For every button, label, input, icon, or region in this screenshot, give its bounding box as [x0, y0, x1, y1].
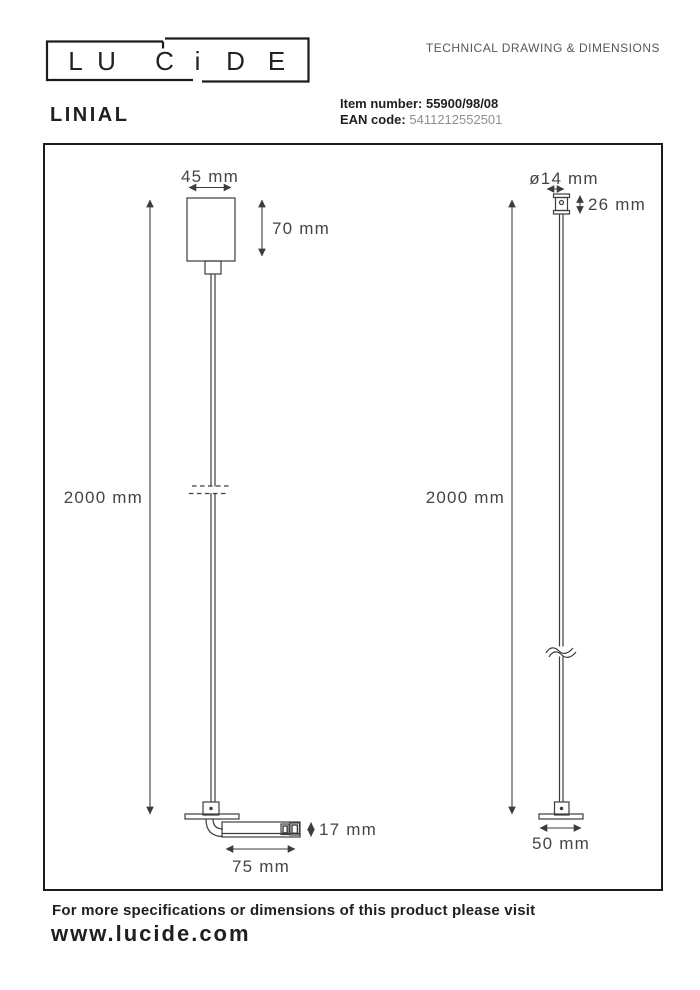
doc-title: TECHNICAL DRAWING & DIMENSIONS: [425, 41, 660, 55]
side-canopy-flange: [554, 211, 570, 215]
front-view: [185, 198, 300, 837]
front-cable-length-label: 2000 mm: [63, 488, 143, 507]
front-connector: [283, 826, 287, 833]
front-bracket-screw: [209, 807, 212, 810]
front-break-mask: [189, 487, 232, 494]
ean-value: 5411212552501: [409, 112, 503, 127]
product-title: LINIAL: [50, 104, 130, 126]
front-canopy: [187, 198, 235, 261]
drawing-panel: [43, 143, 663, 891]
logo-letters: [68, 46, 286, 76]
ean-label: EAN code:: [340, 112, 406, 127]
logo-letter: C: [155, 46, 175, 76]
logo-letter: E: [267, 46, 287, 76]
side-canopy-height-label: 26 mm: [588, 195, 646, 214]
side-cable-length-label: 2000 mm: [425, 488, 505, 507]
website-url: www.lucide.com: [51, 921, 251, 946]
front-shade-height-label: 70 mm: [272, 219, 330, 238]
item-number-value: 55900/98/08: [425, 96, 499, 111]
front-elbow: [206, 819, 223, 837]
logo-letter: U: [97, 46, 117, 76]
ean-row: [340, 112, 502, 128]
side-canopy-hole: [560, 201, 564, 205]
front-neck: [205, 261, 221, 274]
logo-letter: D: [226, 46, 246, 76]
logo-letter: i: [194, 46, 202, 76]
dimension-labels: [64, 167, 646, 876]
side-bracket-screw: [560, 807, 563, 810]
side-base-width-label: 50 mm: [532, 834, 590, 853]
logo-letter: L: [68, 46, 84, 76]
technical-drawing: [45, 145, 661, 889]
item-block: [340, 96, 502, 128]
side-diameter-label: ø14 mm: [529, 169, 599, 188]
front-base-length-label: 75 mm: [232, 857, 290, 876]
front-connector: [292, 825, 297, 833]
front-shade-width-label: 45 mm: [181, 167, 239, 186]
item-number-row: [340, 96, 502, 112]
lucide-logo: [45, 37, 310, 88]
side-view: [539, 194, 583, 819]
item-number-label: Item number:: [340, 96, 423, 111]
footer-note: For more specifications or dimensions of this product please visit: [52, 902, 536, 919]
lucide-logo-art: [45, 37, 310, 83]
front-base-height-label: 17 mm: [319, 820, 377, 839]
